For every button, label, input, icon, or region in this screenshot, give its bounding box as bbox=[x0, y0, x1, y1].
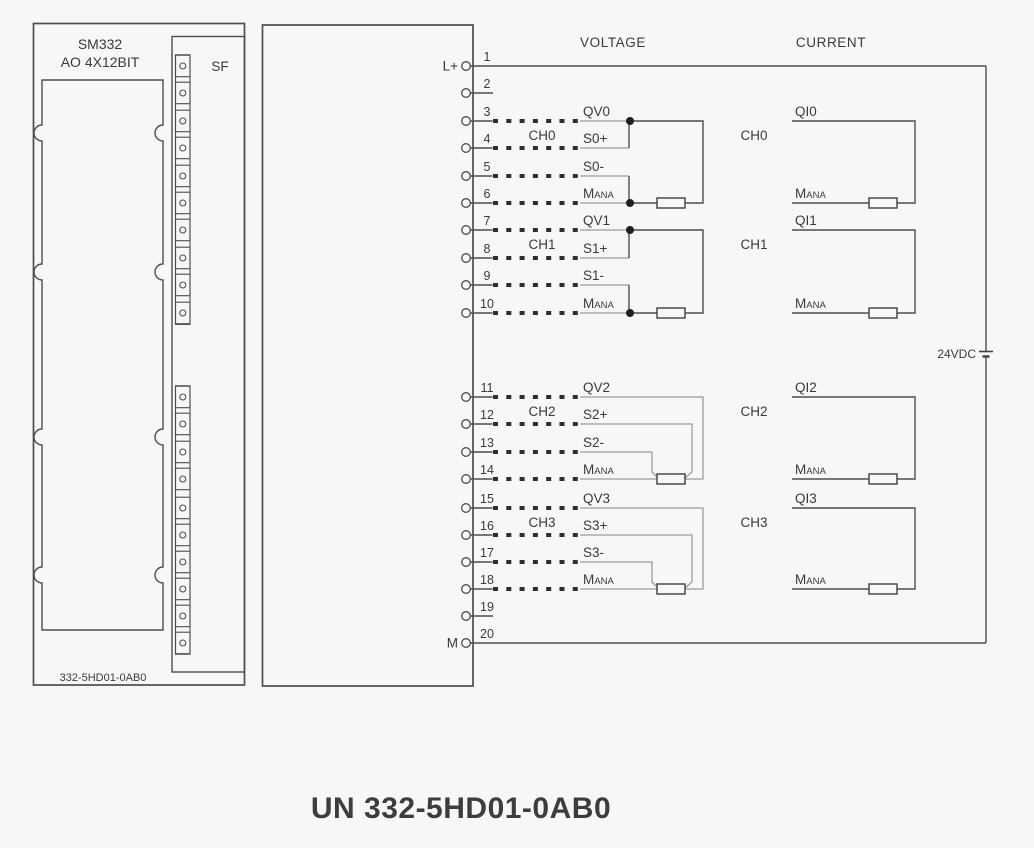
pin-circle bbox=[462, 309, 471, 318]
led-window bbox=[176, 137, 191, 159]
pin-18 bbox=[462, 573, 578, 593]
pin-circle bbox=[462, 172, 471, 181]
signal-label-mana bbox=[583, 186, 614, 201]
led-indicator bbox=[180, 200, 186, 206]
mana-suffix: ANA bbox=[594, 576, 614, 587]
signal-label-mana bbox=[795, 296, 826, 311]
led-window bbox=[176, 110, 191, 132]
led-window bbox=[176, 274, 191, 296]
signal-label-mana bbox=[795, 462, 826, 477]
led-window bbox=[176, 497, 191, 519]
current-channel-ch3 bbox=[740, 491, 915, 594]
led-strip-lower bbox=[176, 386, 191, 654]
channel-label: CH0 bbox=[528, 128, 556, 143]
supply-voltage-label: 24VDC bbox=[937, 347, 976, 361]
mana-suffix: ANA bbox=[594, 466, 614, 477]
led-window bbox=[176, 82, 191, 104]
signal-label-mana bbox=[583, 572, 614, 587]
pin-16 bbox=[462, 519, 578, 539]
pin-13 bbox=[462, 436, 578, 456]
pin-circle bbox=[462, 420, 471, 429]
led-indicator bbox=[180, 613, 186, 619]
led-window bbox=[176, 578, 191, 600]
mana-main: M bbox=[583, 296, 595, 311]
pin-circle bbox=[462, 144, 471, 153]
pin-4 bbox=[462, 132, 578, 152]
pin-number: 5 bbox=[483, 160, 491, 174]
load-resistor bbox=[869, 308, 897, 318]
module-front-view bbox=[34, 24, 245, 686]
signal-label-sense-minus: S0- bbox=[583, 159, 605, 174]
channel-label: CH3 bbox=[740, 515, 768, 530]
pin-9 bbox=[462, 269, 578, 289]
mana-suffix: ANA bbox=[806, 576, 826, 587]
pin-number: 18 bbox=[480, 573, 494, 587]
pin-17 bbox=[462, 546, 578, 566]
led-indicator bbox=[180, 173, 186, 179]
signal-label-sense-plus: S1+ bbox=[583, 241, 608, 256]
pin-circle bbox=[462, 62, 471, 71]
signal-label-sense-minus: S1- bbox=[583, 268, 605, 283]
pin-number: 19 bbox=[480, 600, 494, 614]
load-loop-wire bbox=[630, 121, 703, 203]
current-channel-ch2 bbox=[740, 380, 915, 484]
pin-number: 16 bbox=[480, 519, 494, 533]
led-window bbox=[176, 605, 191, 627]
pin-circle bbox=[462, 558, 471, 567]
signal-label-qi: QI3 bbox=[795, 491, 817, 506]
led-window bbox=[176, 386, 191, 408]
led-window bbox=[176, 165, 191, 187]
signal-label-qi: QI2 bbox=[795, 380, 817, 395]
pin-11 bbox=[462, 381, 578, 401]
pin-circle bbox=[462, 531, 471, 540]
signal-label-qi: QI0 bbox=[795, 104, 817, 119]
led-indicator bbox=[180, 532, 186, 538]
pin-circle bbox=[462, 504, 471, 513]
pin-15 bbox=[462, 492, 578, 512]
module-title-line1: SM332 bbox=[77, 36, 123, 52]
channel-label: CH1 bbox=[740, 237, 768, 252]
signal-label-qv: QV0 bbox=[583, 104, 611, 119]
load-resistor bbox=[657, 308, 685, 318]
led-indicator bbox=[180, 505, 186, 511]
pin-number: 20 bbox=[480, 627, 494, 641]
led-window bbox=[176, 219, 191, 241]
led-window bbox=[176, 302, 191, 324]
signal-label-sense-plus: S2+ bbox=[583, 407, 608, 422]
signal-label-qv: QV2 bbox=[583, 380, 611, 395]
led-indicator bbox=[180, 282, 186, 288]
voltage-channel-ch0 bbox=[528, 104, 703, 208]
led-indicator bbox=[180, 640, 186, 646]
voltage-header: VOLTAGE bbox=[580, 35, 646, 50]
led-window bbox=[176, 55, 191, 76]
terminal-block-outline bbox=[263, 25, 474, 686]
channel-label: CH0 bbox=[740, 128, 768, 143]
pin-7 bbox=[462, 214, 578, 234]
load-loop-wire bbox=[630, 230, 703, 313]
pin-number: 15 bbox=[480, 492, 494, 506]
current-section bbox=[740, 35, 915, 594]
pin-circle bbox=[462, 639, 471, 648]
load-resistor bbox=[869, 198, 897, 208]
led-indicator bbox=[180, 476, 186, 482]
current-header: CURRENT bbox=[795, 35, 867, 50]
channel-label: CH1 bbox=[528, 237, 556, 252]
pin-number: 4 bbox=[483, 132, 491, 146]
led-indicator bbox=[180, 145, 186, 151]
led-indicator bbox=[180, 559, 186, 565]
mana-main: M bbox=[795, 462, 807, 477]
pin-8 bbox=[462, 242, 578, 262]
pin-12 bbox=[462, 408, 578, 428]
load-resistor bbox=[869, 584, 897, 594]
led-strip-frame bbox=[176, 55, 191, 325]
signal-label-qi: QI1 bbox=[795, 213, 817, 228]
mana-main: M bbox=[795, 572, 807, 587]
led-window bbox=[176, 524, 191, 546]
supply-terminal-label: L+ bbox=[442, 58, 458, 74]
pin-10 bbox=[462, 297, 578, 317]
led-indicator bbox=[180, 310, 186, 316]
pin-circle bbox=[462, 281, 471, 290]
led-indicator bbox=[180, 255, 186, 261]
signal-label-mana bbox=[583, 296, 614, 311]
led-indicator bbox=[180, 394, 186, 400]
pin-circle bbox=[462, 585, 471, 594]
channel-label: CH2 bbox=[740, 404, 768, 419]
pin-number: 7 bbox=[483, 214, 491, 228]
led-strip-frame bbox=[176, 386, 191, 654]
mana-main: M bbox=[583, 572, 595, 587]
mana-suffix: ANA bbox=[594, 190, 614, 201]
signal-label-mana bbox=[583, 462, 614, 477]
pin-number: 14 bbox=[480, 463, 494, 477]
led-window bbox=[176, 551, 191, 573]
led-indicator bbox=[180, 118, 186, 124]
mana-main: M bbox=[795, 296, 807, 311]
pin-2 bbox=[462, 77, 493, 97]
pin-1 bbox=[462, 50, 491, 70]
pin-circle bbox=[462, 393, 471, 402]
mana-main: M bbox=[795, 186, 807, 201]
channel-label: CH2 bbox=[528, 404, 556, 419]
pin-5 bbox=[462, 160, 578, 180]
fault-led-label: SF bbox=[211, 59, 229, 74]
mana-suffix: ANA bbox=[594, 300, 614, 311]
led-strip-upper bbox=[176, 55, 191, 325]
pin-number: 6 bbox=[483, 187, 491, 201]
current-channel-ch1 bbox=[740, 213, 915, 318]
pin-number: 13 bbox=[480, 436, 494, 450]
led-window bbox=[176, 441, 191, 463]
pin-circle bbox=[462, 89, 471, 98]
load-resistor bbox=[869, 474, 897, 484]
pin-circle bbox=[462, 199, 471, 208]
signal-label-sense-plus: S0+ bbox=[583, 131, 608, 146]
module-title-line2: AO 4X12BIT bbox=[60, 54, 140, 70]
load-resistor bbox=[657, 474, 685, 484]
led-indicator bbox=[180, 63, 186, 69]
pin-number: 11 bbox=[480, 381, 494, 395]
pin-19 bbox=[462, 600, 494, 620]
module-part-number: 332-5HD01-0AB0 bbox=[59, 672, 147, 684]
pin-number: 10 bbox=[480, 297, 494, 311]
ground-terminal-label: M bbox=[446, 635, 458, 651]
led-window bbox=[176, 192, 191, 214]
voltage-channel-ch2 bbox=[528, 380, 703, 484]
terminal-block bbox=[263, 25, 579, 686]
signal-label-mana bbox=[795, 186, 826, 201]
load-resistor bbox=[657, 584, 685, 594]
module-faceplate-outline bbox=[34, 80, 163, 630]
signal-label-qv: QV1 bbox=[583, 213, 611, 228]
led-indicator bbox=[180, 421, 186, 427]
pin-20 bbox=[462, 627, 494, 647]
load-resistor bbox=[657, 198, 685, 208]
pin-number: 8 bbox=[483, 242, 491, 256]
signal-label-sense-minus: S3- bbox=[583, 545, 605, 560]
led-indicator bbox=[180, 227, 186, 233]
pin-circle bbox=[462, 226, 471, 235]
voltage-channel-ch1 bbox=[528, 213, 703, 318]
page-caption: UN 332-5HD01-0AB0 bbox=[310, 792, 612, 825]
pin-circle bbox=[462, 612, 471, 621]
mana-suffix: ANA bbox=[806, 190, 826, 201]
signal-label-mana bbox=[795, 572, 826, 587]
signal-label-sense-minus: S2- bbox=[583, 435, 605, 450]
pin-number: 3 bbox=[483, 105, 491, 119]
channel-label: CH3 bbox=[528, 515, 556, 530]
led-window bbox=[176, 247, 191, 269]
pin-number: 17 bbox=[480, 546, 494, 560]
mana-suffix: ANA bbox=[806, 466, 826, 477]
current-channel-ch0 bbox=[740, 104, 915, 208]
pin-circle bbox=[462, 448, 471, 457]
signal-label-sense-plus: S3+ bbox=[583, 518, 608, 533]
module-outline bbox=[34, 24, 245, 686]
pin-circle bbox=[462, 254, 471, 263]
pin-circle bbox=[462, 475, 471, 484]
pin-6 bbox=[462, 187, 578, 207]
led-indicator bbox=[180, 449, 186, 455]
mana-main: M bbox=[583, 462, 595, 477]
signal-label-qv: QV3 bbox=[583, 491, 611, 506]
mana-suffix: ANA bbox=[806, 300, 826, 311]
pin-number: 1 bbox=[483, 50, 491, 64]
pin-number: 9 bbox=[483, 269, 491, 283]
mana-main: M bbox=[583, 186, 595, 201]
led-window bbox=[176, 413, 191, 435]
voltage-section bbox=[528, 35, 703, 594]
led-window bbox=[176, 632, 191, 654]
pin-number: 12 bbox=[480, 408, 494, 422]
led-indicator bbox=[180, 90, 186, 96]
pin-circle bbox=[462, 117, 471, 126]
voltage-channel-ch3 bbox=[528, 491, 703, 594]
junction-dot bbox=[626, 117, 634, 125]
led-window bbox=[176, 468, 191, 490]
led-indicator bbox=[180, 586, 186, 592]
junction-dot bbox=[626, 309, 634, 317]
pin-number: 2 bbox=[483, 77, 491, 91]
pin-3 bbox=[462, 105, 578, 125]
junction-dot bbox=[626, 226, 634, 234]
junction-dot bbox=[626, 199, 634, 207]
pin-14 bbox=[462, 463, 578, 483]
